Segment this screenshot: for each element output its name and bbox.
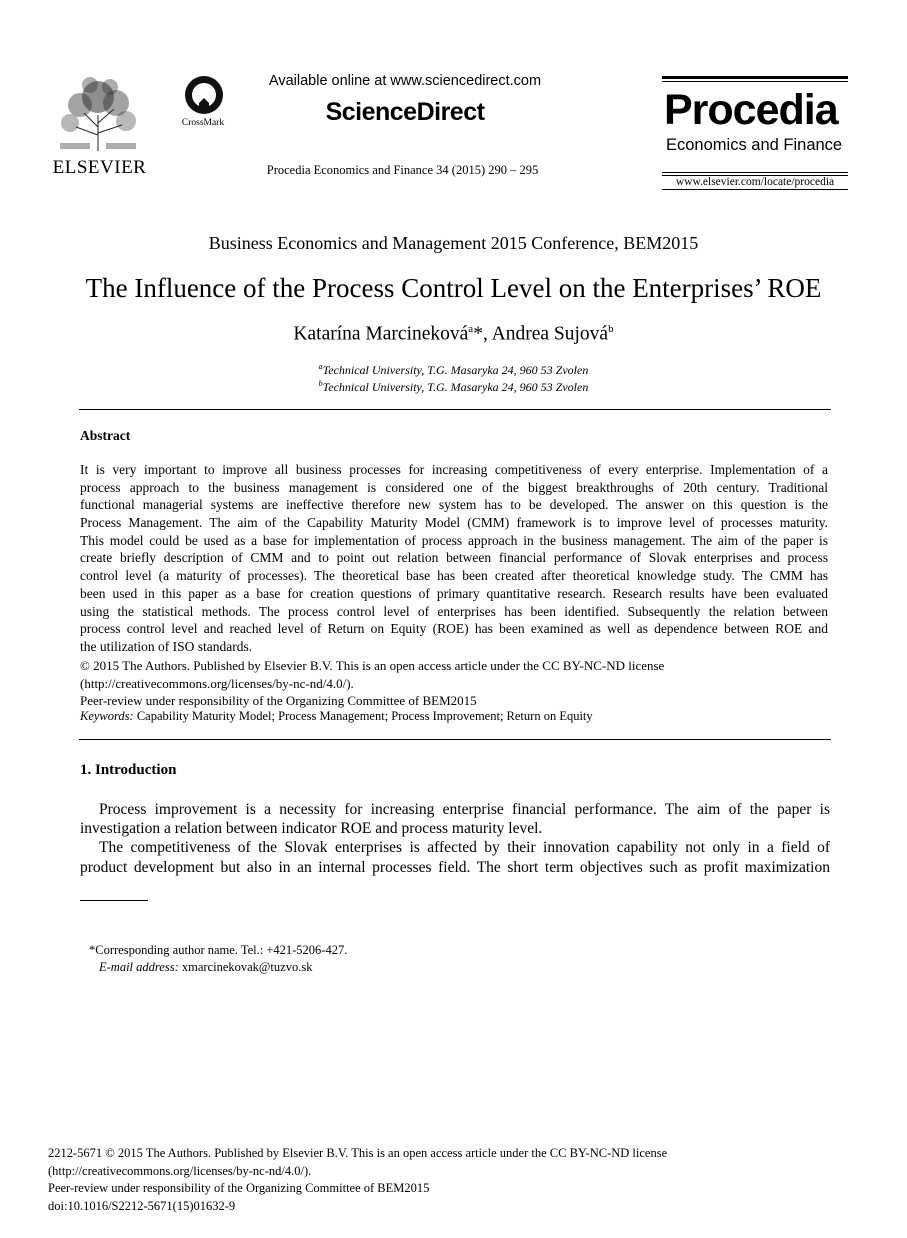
abstract-body: [80, 461, 828, 656]
footer-license-link[interactable]: (http://creativecommons.org/licenses/by-nc-nd/4.0/).: [48, 1163, 312, 1178]
paragraph-line: product development but also in an internal processes field. The short term objectives such as profit maximization: [80, 858, 830, 876]
abstract-line: functional managerial systems are ineffective therefore new system has to be developed. The answer on this question is the: [80, 497, 828, 513]
abstract-heading: Abstract: [80, 428, 131, 443]
copyright-line: © 2015 The Authors. Published by Elsevier B.V. This is an open access article under the CC BY-NC-ND license: [80, 658, 665, 673]
elsevier-tree-logo: [56, 75, 141, 153]
footer-peer-review: Peer-review under responsibility of the Organizing Committee of BEM2015: [48, 1181, 430, 1195]
procedia-subtitle: Economics and Finance: [666, 136, 843, 154]
author-1: Katarína Marcineková: [293, 323, 469, 345]
corresponding-mark: *,: [473, 323, 492, 345]
elsevier-wordmark: ELSEVIER: [52, 157, 147, 178]
abstract-top-rule: [79, 409, 831, 410]
abstract-line: the utilization of ISO standards.: [80, 638, 253, 654]
procedia-url-link[interactable]: www.elsevier.com/locate/procedia: [675, 176, 835, 188]
email-address[interactable]: xmarcinekovak@tuzvo.sk: [178, 960, 313, 974]
keywords: [80, 709, 593, 724]
author-list: [0, 323, 907, 346]
copyright-notice: [80, 657, 664, 710]
author-2: Andrea Sujová: [491, 323, 609, 345]
author-2-affil-mark: b: [608, 323, 614, 335]
paragraph-line: investigation a relation between indicator ROE and process maturity level.: [80, 820, 543, 838]
footnote-rule: [80, 900, 148, 901]
abstract-line: using the statistical methods. The process control level of enterprises has been identified. Subsequently the relation between: [80, 603, 828, 619]
license-link[interactable]: (http://creativecommons.org/licenses/by-nc-nd/4.0/).: [80, 675, 354, 691]
affiliation-b: [0, 379, 907, 395]
abstract-line: create briefly description of CMM and to point out relation between financial performance of Slovak enterprises and process: [80, 550, 828, 566]
author-1-affil-mark: a: [468, 323, 474, 335]
paragraph-line: The competitiveness of the Slovak enterprises is affected by their innovation capability not only in a field of: [99, 839, 830, 857]
section-heading-introduction: 1. Introduction: [80, 762, 177, 778]
affiliation-a-text: Technical University, T.G. Masaryka 24, 960 53 Zvolen: [322, 363, 589, 377]
abstract-line: Process Management. The aim of the Capability Maturity Model (CMM) framework is to improve level of processes maturity.: [80, 515, 828, 531]
sciencedirect-logo: ScienceDirect: [325, 98, 485, 126]
abstract-line: control level (a maturity of processes). The theoretical base has been created after theoretical knowledge study. The CMM has: [80, 568, 828, 584]
abstract-line: been used in this paper as a base for creation questions of primary quantitative research. Research results have been evaluated: [80, 585, 828, 601]
abstract-line: This model could be used as a base for implementation of process approach in the business management. The aim of the paper is: [80, 532, 828, 548]
keywords-list: Capability Maturity Model; Process Management; Process Improvement; Return on Equity: [133, 709, 593, 723]
paragraph-line: Process improvement is a necessity for increasing enterprise financial performance. The aim of the paper is: [99, 801, 830, 818]
footer-issn-license: 2212-5671 © 2015 The Authors. Published by Elsevier B.V. This is an open access article under the CC BY-NC-ND license: [48, 1146, 668, 1160]
paper-title: The Influence of the Process Control Level on the Enterprises’ ROE: [85, 273, 822, 303]
crossmark-label: CrossMark: [181, 118, 225, 128]
affiliation-b-mark: b: [318, 379, 323, 388]
abstract-bottom-rule: [79, 739, 831, 740]
abstract-line: It is very important to improve all business processes for increasing competitiveness of every enterprise. Implementation of a: [80, 462, 828, 477]
email-label: E-mail address:: [99, 960, 179, 974]
journal-reference: Procedia Economics and Finance 34 (2015) 290 – 295: [266, 163, 539, 177]
affiliation-a-mark: a: [318, 362, 323, 371]
introduction-body: [80, 800, 830, 877]
abstract-line: process control level and reached level of Return on Equity (ROE) has been examined as well as dependence between ROE and: [80, 621, 828, 637]
abstract-line: process approach to the business management is considered one of the biggest breakthroughs of 20th century. Traditional: [80, 479, 828, 495]
available-online-text: Available online at www.sciencedirect.com: [268, 73, 542, 89]
page-footer: [48, 1145, 667, 1215]
conference-name: Business Economics and Management 2015 Conference, BEM2015: [208, 233, 699, 253]
footer-doi[interactable]: doi:10.1016/S2212-5671(15)01632-9: [48, 1198, 236, 1213]
keywords-label: Keywords:: [80, 709, 134, 723]
procedia-logo: Procedia: [664, 86, 838, 134]
corresponding-author-note: *Corresponding author name. Tel.: +421-5206-427.: [89, 943, 348, 957]
affiliation-a: [0, 362, 907, 378]
email-note: [99, 960, 312, 975]
affiliation-b-text: Technical University, T.G. Masaryka 24, 960 53 Zvolen: [322, 380, 589, 394]
peer-review-note: Peer-review under responsibility of the Organizing Committee of BEM2015: [80, 693, 477, 708]
